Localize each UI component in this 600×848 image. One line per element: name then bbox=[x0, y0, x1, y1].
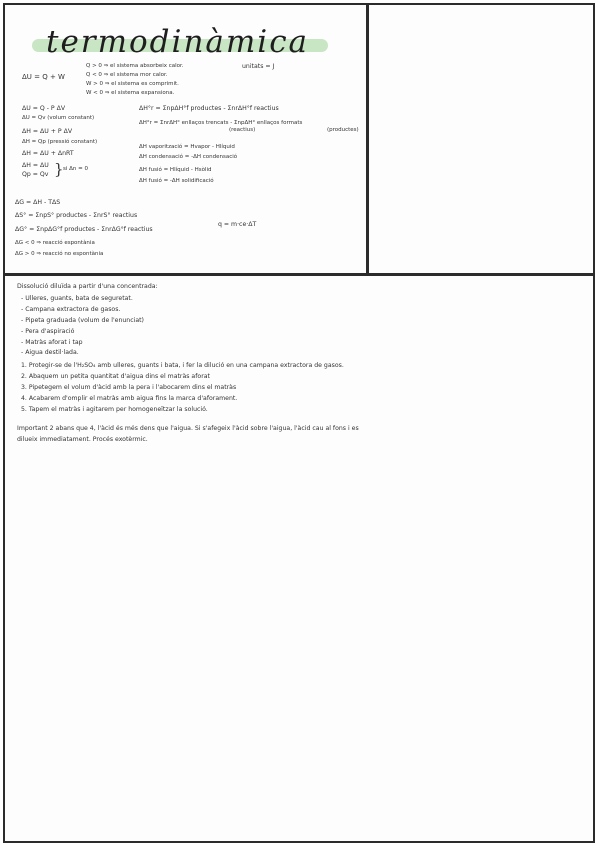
gibbs-formula: ΔG = ΔH - TΔS bbox=[15, 199, 61, 206]
material-item: - Campana extractora de gasos. bbox=[21, 306, 121, 313]
vertical-divider bbox=[366, 3, 369, 275]
material-item: - Matràs aforat i tap bbox=[21, 339, 83, 346]
spontaneity-rule: ΔG < 0 ⇒ reacció espontània bbox=[15, 240, 95, 246]
procedure-step: 2. Abaquem un petita quantitat d'aigua dins el matràs aforat bbox=[21, 373, 210, 380]
units-note: unitats = J bbox=[242, 63, 275, 70]
relation: ΔU = Qv (volum constant) bbox=[22, 115, 95, 121]
first-law: ΔU = Q + W bbox=[22, 73, 65, 81]
procedure-step: 3. Pipetegem el volum d'àcid amb la pera i l'abocarem dins el matràs bbox=[21, 384, 237, 391]
brace-line: Qp = Qv bbox=[22, 171, 49, 178]
enthalpy-note: (reactius) bbox=[229, 127, 256, 133]
material-item: - Ulleres, guants, bata de seguretat. bbox=[21, 295, 133, 302]
material-item: - Pipeta graduada (volum de l'enunciat) bbox=[21, 317, 144, 324]
sign-rule: W > 0 ⇒ el sistema es comprimit. bbox=[86, 81, 179, 87]
brace-condition: si Δn = 0 bbox=[63, 166, 88, 172]
brace-line: ΔH = ΔU bbox=[22, 162, 49, 169]
material-item: - Pera d'aspiració bbox=[21, 328, 75, 335]
phase-change: ΔH condensació = -ΔH condensació bbox=[139, 154, 238, 160]
relation: ΔH = ΔU + ΔnRT bbox=[22, 150, 74, 157]
notes-page bbox=[3, 3, 595, 843]
page-title: termodinàmica bbox=[46, 24, 310, 60]
relation: ΔH = ΔU + P ΔV bbox=[22, 128, 73, 135]
brace-symbol: } bbox=[54, 160, 64, 178]
sign-rule: Q < 0 ⇒ el sistema mor calor. bbox=[86, 72, 168, 78]
relation: ΔU = Q - P ΔV bbox=[22, 105, 66, 112]
enthalpy-formula: ΔH°r = ΣnpΔH°f productes - ΣnrΔH°f reactius bbox=[139, 105, 279, 112]
sign-rule: Q > 0 ⇒ el sistema absorbeix calor. bbox=[86, 63, 184, 69]
sign-rule: W < 0 ⇒ el sistema expansiona. bbox=[86, 90, 175, 96]
spontaneity-rule: ΔG > 0 ⇒ reacció no espontània bbox=[15, 251, 104, 257]
gibbs-formula: ΔG° = ΣnpΔG°f productes - ΣnrΔG°f reactius bbox=[15, 226, 153, 233]
material-item: - Aigua destil·lada. bbox=[21, 349, 79, 356]
phase-change: ΔH vaporització = Hvapor - Hlíquid bbox=[139, 144, 235, 150]
heat-formula: q = m·ce·ΔT bbox=[218, 221, 257, 228]
gibbs-formula: ΔS° = ΣnpS° productes - ΣnrS° reactius bbox=[15, 212, 138, 219]
title-block bbox=[28, 26, 328, 64]
procedure-step: 4. Acabarem d'omplir el matràs amb aigua fins la marca d'aforament. bbox=[21, 395, 238, 402]
phase-change: ΔH fusió = -ΔH solidificació bbox=[139, 178, 214, 184]
procedure-step: 5. Tapem el matràs i agitarem per homogeneïtzar la solució. bbox=[21, 406, 208, 413]
horizontal-divider bbox=[3, 273, 595, 276]
section-heading: Dissolució diluïda a partir d'una concentrada: bbox=[17, 283, 158, 290]
phase-change: ΔH fusió = Hlíquid - Hsòlid bbox=[139, 167, 212, 173]
relation: ΔH = Qp (pressió constant) bbox=[22, 139, 98, 145]
important-note: Important 2 abans que 4, l'àcid és més dens que l'aigua. Si s'afegeix l'àcid sobre l'aigua, l'àcid cau al fons i es bbox=[17, 425, 359, 432]
enthalpy-note: (productes) bbox=[327, 127, 359, 133]
procedure-step: 1. Protegir-se de l'H₂SO₄ amb ulleres, guants i bata, i fer la dilució en una campana extractora de gasos. bbox=[21, 362, 344, 369]
enthalpy-formula: ΔH°r = ΣnrΔH° enllaços trencats - ΣnpΔH° enllaços formats bbox=[139, 120, 303, 126]
important-note: dilueix immediatament. Procés exotèrmic. bbox=[17, 436, 148, 443]
